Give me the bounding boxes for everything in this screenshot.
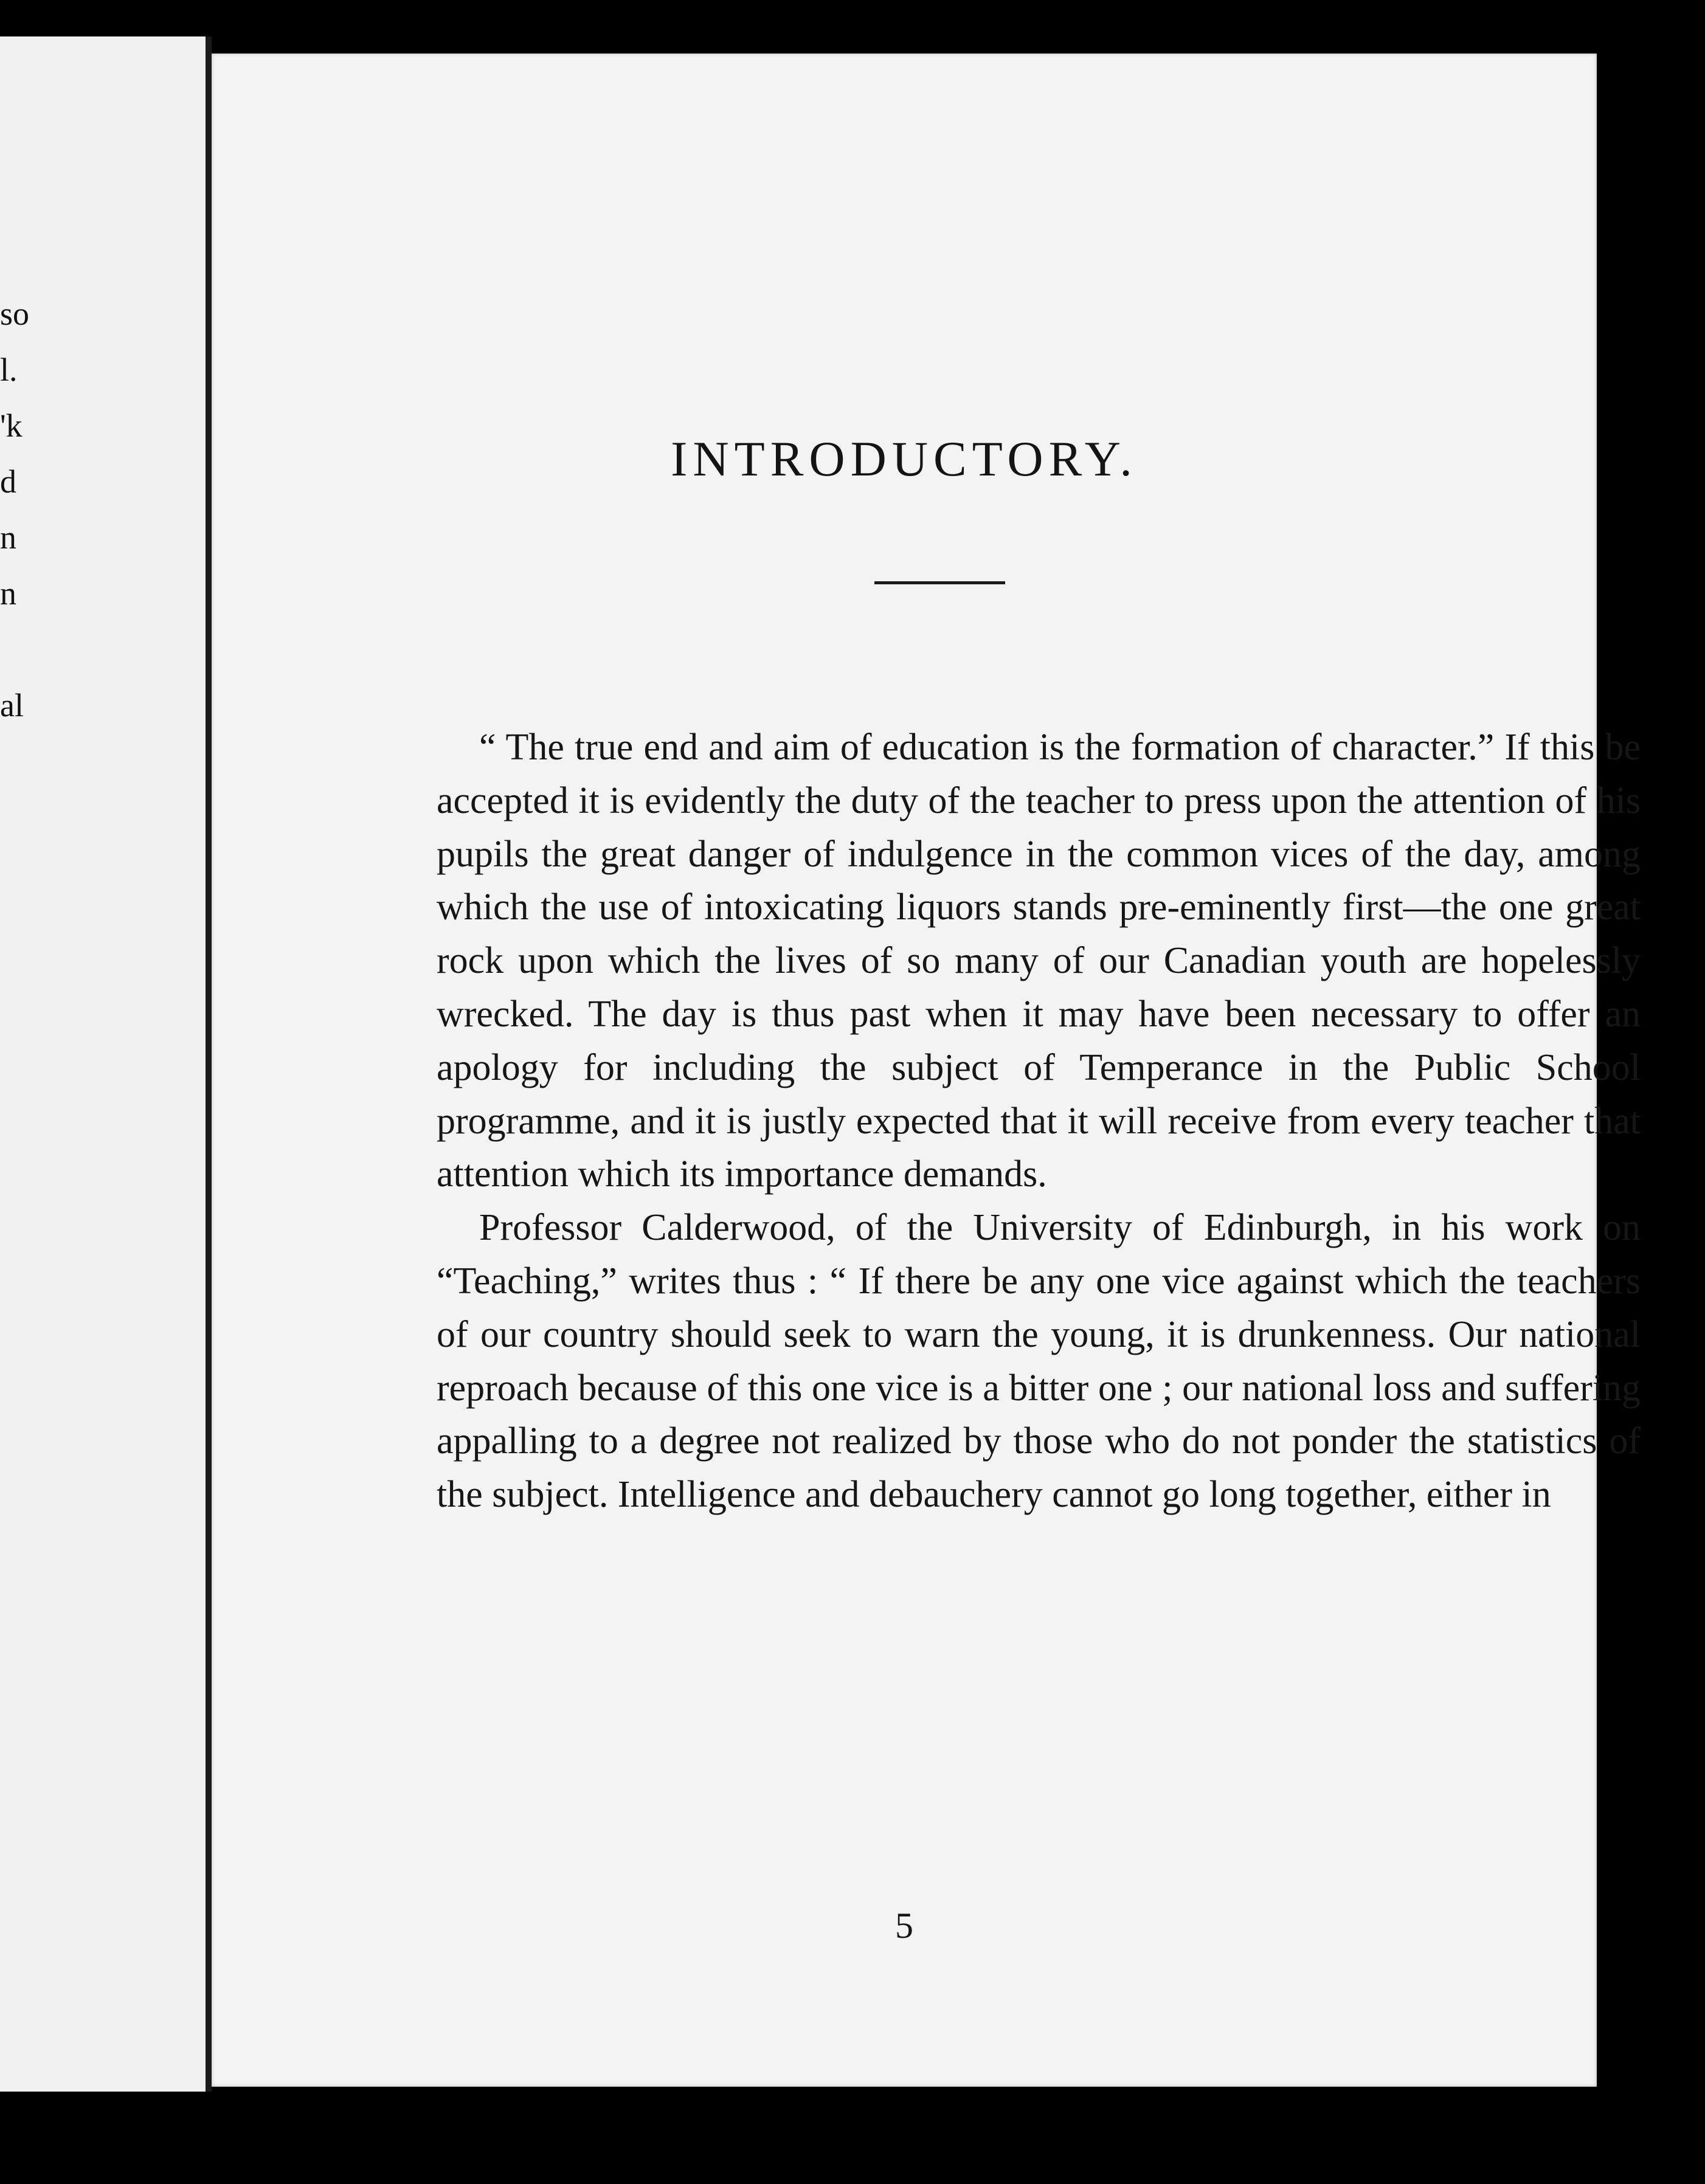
book-binding bbox=[206, 36, 212, 2092]
body-text bbox=[437, 721, 1641, 1522]
fragment: d bbox=[0, 463, 16, 500]
heading-rule bbox=[874, 581, 1005, 584]
fragment: 'k bbox=[0, 407, 22, 444]
previous-page bbox=[0, 36, 209, 2092]
fragment: l. bbox=[0, 351, 18, 388]
fragment: n bbox=[0, 575, 16, 612]
fragment: so bbox=[0, 295, 30, 332]
fragment: al bbox=[0, 687, 24, 724]
fragment: n bbox=[0, 519, 16, 556]
paragraph: Professor Calderwood, of the University of Edinburgh, in his work on “Teaching,” writes thus : “ If there be any one vice against which the teachers of our country should seek to warn the young, it is drunkenness. Our national reproach because of this one vice is a bitter one ; our national loss and suffering appalling to a degree not realized by those who do not ponder the statistics of the subject. Intelligence and debauchery cannot go long together, either in bbox=[437, 1207, 1641, 1516]
page-heading: INTRODUCTORY. bbox=[671, 431, 1138, 486]
paragraph: “ The true end and aim of education is the formation of character.” If this be accepted it is evidently the duty of the teacher to press upon the attention of his pupils the great danger of indulgence in the common vices of the day, among which the use of intoxicating liquors stands pre-eminently first—the one great rock upon which the lives of so many of our Canadian youth are hopelessly wrecked. The day is thus past when it may have been necessary to offer an apology for including the subject of Temperance in the Public School programme, and it is justly expected that it will receive from every teacher that attention which its importance demands. bbox=[437, 727, 1641, 1195]
fragment-blank bbox=[0, 621, 36, 677]
page-number: 5 bbox=[895, 1906, 913, 1946]
previous-page-text-fragments bbox=[0, 286, 36, 733]
book-page bbox=[212, 54, 1641, 2087]
